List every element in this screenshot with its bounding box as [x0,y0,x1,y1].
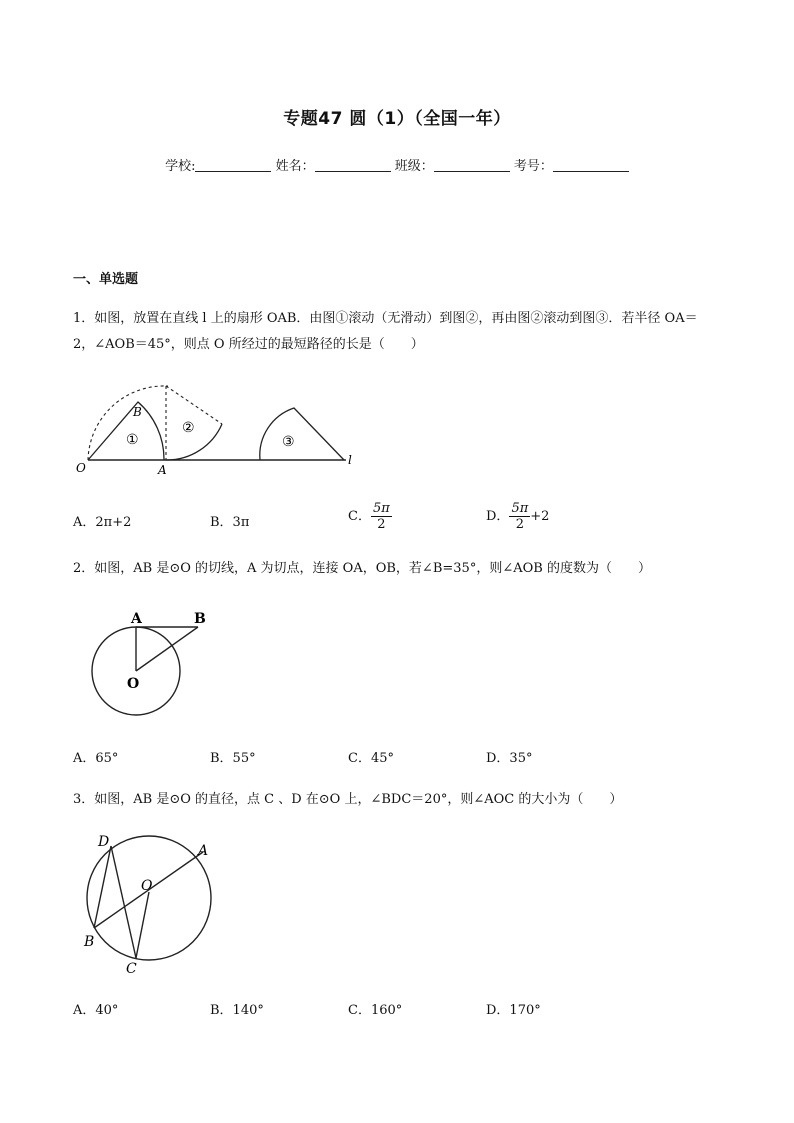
q1-option-d-tail: +2 [530,509,550,524]
q2-option-c[interactable]: C．45° [348,751,394,766]
segment-oc [136,892,149,958]
sector-1 [88,402,164,460]
question-1-figure [70,378,370,478]
exam-number-label: 考号： [513,159,553,174]
label-O: O [76,461,86,475]
label-C: C [126,961,137,977]
label-B: B [133,405,142,419]
q3-option-a[interactable]: A．40° [73,1003,119,1018]
school-blank[interactable] [195,157,271,172]
q3-option-b[interactable]: B．140° [210,1003,264,1018]
q1-option-d-fraction: $\frac{5\pi}{2}$ [511,501,529,532]
label-B: B [84,934,95,950]
q1-option-a[interactable]: A．2π+2 [73,515,132,530]
question-1-line-1: 1．如图，放置在直线 l 上的扇形 OAB．由图①滚动（无滑动）到图②，再由图②滚动到图③．若半径 OA＝ [73,311,698,326]
question-3-text [73,787,733,813]
section-heading: 一、单选题 [73,272,139,287]
question-2-line-1: 2．如图，AB 是⊙O 的切线，A 为切点，连接 OA，OB，若∠B=35°，则∠AOB 的度数为（ ） [73,561,651,576]
question-2-figure [88,606,218,721]
question-1-line-2: 2，∠AOB＝45°，则点 O 所经过的最短路径的长是（ ） [73,337,424,352]
exam-number-blank[interactable] [553,157,629,172]
label-D: D [98,834,110,850]
q1-option-c-label: C． [348,509,371,524]
q1-option-c-fraction: $\frac{5\pi}{2}$ [372,501,390,532]
q3-option-d[interactable]: D．170° [486,1003,541,1018]
label-A: A [131,611,142,627]
label-O: O [141,878,153,894]
q1-option-b[interactable]: B．3π [210,515,250,530]
q2-option-b[interactable]: B．55° [210,751,256,766]
class-blank[interactable] [434,157,510,172]
circle-o [87,836,211,960]
segment-ob [136,627,198,671]
q1-option-d[interactable] [486,501,549,532]
label-circle-2: ② [182,420,195,436]
segment-bd [94,846,111,928]
student-info-line [0,155,794,174]
question-3-line-1: 3．如图，AB 是⊙O 的直径，点 C 、D 在⊙O 上，∠BDC＝20°，则∠AOC 的大小为（ ） [73,792,623,807]
q3-option-c[interactable]: C．160° [348,1003,403,1018]
label-A: A [158,463,167,477]
sector-3 [260,408,344,460]
label-A: A [198,843,209,859]
dashed-radius-2 [166,386,222,424]
label-circle-3: ③ [282,434,295,450]
name-blank[interactable] [315,157,391,172]
label-l: l [348,453,352,467]
label-B: B [194,611,206,627]
question-1-text [73,306,733,358]
question-3-figure [78,828,218,978]
page-title: 专题47 圆（1）（全国一年） [283,109,511,129]
school-label: 学校: [165,159,196,174]
question-2-text [73,556,733,582]
label-circle-1: ① [126,432,139,448]
name-label: 姓名： [275,159,315,174]
q2-option-a[interactable]: A．65° [73,751,119,766]
q2-option-d[interactable]: D．35° [486,751,533,766]
label-O: O [127,676,140,692]
q1-option-d-label: D． [486,509,510,524]
class-label: 班级： [394,159,434,174]
q1-option-c[interactable] [348,501,392,532]
